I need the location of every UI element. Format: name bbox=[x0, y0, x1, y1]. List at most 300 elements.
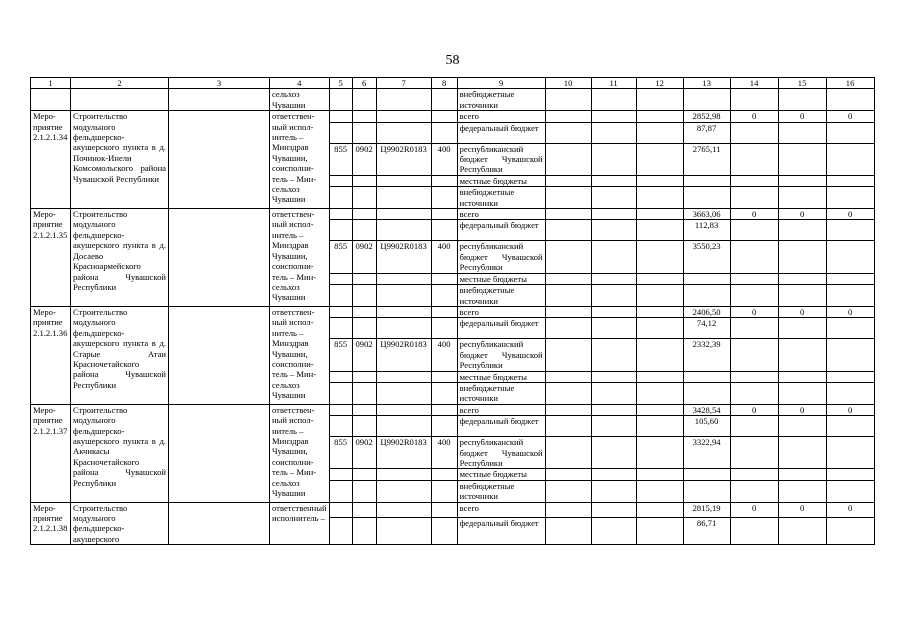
measure-title-cell: Строительство модульного фельдшерско-акушерского пункта в д. Починок-Инели Комсомольского района Чувашской Республики bbox=[71, 111, 169, 209]
empty-cell bbox=[329, 111, 352, 122]
empty-cell bbox=[376, 416, 431, 437]
empty-cell bbox=[431, 122, 457, 143]
funding-source-cell: всего bbox=[457, 306, 545, 317]
amount-cell bbox=[730, 469, 778, 480]
amount-cell bbox=[683, 382, 730, 404]
empty-cell bbox=[329, 175, 352, 186]
amount-cell bbox=[730, 220, 778, 241]
empty-cell bbox=[545, 517, 591, 545]
funding-source-cell: федеральный бюджет bbox=[457, 122, 545, 143]
empty-cell bbox=[636, 318, 683, 339]
empty-cell bbox=[545, 318, 591, 339]
empty-cell bbox=[636, 480, 683, 502]
empty-cell bbox=[71, 89, 169, 111]
empty-cell bbox=[636, 285, 683, 307]
empty-cell bbox=[826, 89, 874, 111]
empty-cell bbox=[352, 318, 376, 339]
amount-cell bbox=[826, 241, 874, 273]
funding-source-cell: всего bbox=[457, 502, 545, 517]
column-number-header: 1 bbox=[31, 78, 71, 89]
empty-cell bbox=[545, 143, 591, 175]
empty-cell bbox=[376, 273, 431, 284]
empty-cell bbox=[636, 220, 683, 241]
empty-cell bbox=[545, 469, 591, 480]
empty-cell bbox=[545, 122, 591, 143]
amount-cell: 86,71 bbox=[683, 517, 730, 545]
empty-cell bbox=[431, 89, 457, 111]
amount-cell bbox=[778, 241, 826, 273]
amount-cell bbox=[730, 517, 778, 545]
empty-cell bbox=[376, 175, 431, 186]
funding-source-cell: всего bbox=[457, 111, 545, 122]
column-number-header: 15 bbox=[778, 78, 826, 89]
target-code-cell: Ц9902R0183 bbox=[376, 241, 431, 273]
column-number-header: 11 bbox=[591, 78, 636, 89]
empty-cell bbox=[591, 111, 636, 122]
section-code-cell: 0902 bbox=[352, 437, 376, 469]
empty-cell bbox=[352, 382, 376, 404]
empty-cell bbox=[636, 404, 683, 415]
amount-cell bbox=[683, 187, 730, 209]
empty-cell bbox=[376, 469, 431, 480]
amount-cell bbox=[730, 143, 778, 175]
empty-cell bbox=[376, 285, 431, 307]
measure-number-cell: Меро- приятие 2.1.2.1.34 bbox=[31, 111, 71, 209]
empty-cell bbox=[591, 175, 636, 186]
empty-cell bbox=[545, 382, 591, 404]
empty-cell bbox=[169, 89, 270, 111]
column-number-header: 2 bbox=[71, 78, 169, 89]
funding-source-cell: местные бюджеты bbox=[457, 371, 545, 382]
funding-source-cell: республиканский бюджет Чувашской Республики bbox=[457, 241, 545, 273]
column-number-header: 5 bbox=[329, 78, 352, 89]
executor-cell: сельхоз Чувашии bbox=[270, 89, 330, 111]
table-row bbox=[31, 209, 875, 220]
measure-number-cell: Меро- приятие 2.1.2.1.37 bbox=[31, 404, 71, 502]
amount-cell bbox=[826, 318, 874, 339]
empty-cell bbox=[431, 111, 457, 122]
funding-source-cell: местные бюджеты bbox=[457, 175, 545, 186]
amount-cell bbox=[683, 273, 730, 284]
amount-cell bbox=[730, 122, 778, 143]
header-row bbox=[31, 78, 875, 89]
empty-cell bbox=[591, 502, 636, 517]
column-number-header: 4 bbox=[270, 78, 330, 89]
empty-cell bbox=[352, 404, 376, 415]
empty-cell bbox=[376, 404, 431, 415]
amount-cell bbox=[826, 437, 874, 469]
empty-cell bbox=[636, 89, 683, 111]
table-row bbox=[31, 306, 875, 317]
section-code-cell: 0902 bbox=[352, 339, 376, 371]
empty-cell bbox=[376, 209, 431, 220]
target-code-cell: Ц9902R0183 bbox=[376, 143, 431, 175]
amount-cell: 0 bbox=[778, 209, 826, 220]
empty-cell bbox=[376, 480, 431, 502]
empty-cell bbox=[545, 273, 591, 284]
executor-cell: ответствен- ный испол- нитель – Минздрав Чувашии, соисполни- тель – Мин- сельхоз Чувашии bbox=[270, 111, 330, 209]
amount-cell: 0 bbox=[826, 209, 874, 220]
grbs-code-cell: 855 bbox=[329, 241, 352, 273]
empty-cell bbox=[431, 285, 457, 307]
amount-cell: 2765,11 bbox=[683, 143, 730, 175]
empty-cell bbox=[591, 339, 636, 371]
measure-title-cell: Строительство модульного фельдшерско-акушерского bbox=[71, 502, 169, 545]
column-number-header: 8 bbox=[431, 78, 457, 89]
empty-cell bbox=[591, 143, 636, 175]
amount-cell: 3550,23 bbox=[683, 241, 730, 273]
empty-cell bbox=[329, 285, 352, 307]
column-number-header: 14 bbox=[730, 78, 778, 89]
empty-cell bbox=[352, 220, 376, 241]
amount-cell bbox=[826, 339, 874, 371]
empty-cell bbox=[352, 416, 376, 437]
empty-cell bbox=[376, 502, 431, 517]
funding-source-cell: местные бюджеты bbox=[457, 273, 545, 284]
empty-cell bbox=[591, 517, 636, 545]
measure-title-cell: Строительство модульного фельдшерско-акушерского пункта в д. Досаево Красноармейского района Чувашской Республики bbox=[71, 209, 169, 307]
empty-cell bbox=[352, 175, 376, 186]
expense-type-cell: 400 bbox=[431, 241, 457, 273]
amount-cell bbox=[778, 517, 826, 545]
funding-source-cell: всего bbox=[457, 404, 545, 415]
empty-cell bbox=[169, 111, 270, 209]
empty-cell bbox=[636, 469, 683, 480]
empty-cell bbox=[352, 273, 376, 284]
empty-cell bbox=[169, 209, 270, 307]
empty-cell bbox=[376, 306, 431, 317]
column-number-header: 7 bbox=[376, 78, 431, 89]
amount-cell bbox=[683, 480, 730, 502]
measure-number-cell: Меро- приятие 2.1.2.1.35 bbox=[31, 209, 71, 307]
empty-cell bbox=[591, 241, 636, 273]
expense-type-cell: 400 bbox=[431, 437, 457, 469]
empty-cell bbox=[329, 89, 352, 111]
empty-cell bbox=[591, 416, 636, 437]
funding-source-cell: федеральный бюджет bbox=[457, 416, 545, 437]
amount-cell bbox=[778, 187, 826, 209]
amount-cell bbox=[778, 339, 826, 371]
empty-cell bbox=[636, 416, 683, 437]
empty-cell bbox=[376, 371, 431, 382]
empty-cell bbox=[636, 437, 683, 469]
empty-cell bbox=[778, 89, 826, 111]
amount-cell bbox=[778, 122, 826, 143]
amount-cell bbox=[826, 220, 874, 241]
expense-type-cell: 400 bbox=[431, 339, 457, 371]
empty-cell bbox=[329, 517, 352, 545]
amount-cell: 3428,54 bbox=[683, 404, 730, 415]
empty-cell bbox=[376, 122, 431, 143]
empty-cell bbox=[431, 502, 457, 517]
empty-cell bbox=[431, 480, 457, 502]
funding-source-cell: внебюджетные источники bbox=[457, 89, 545, 111]
empty-cell bbox=[376, 517, 431, 545]
empty-cell bbox=[431, 175, 457, 186]
executor-cell: ответственный исполнитель – bbox=[270, 502, 330, 545]
empty-cell bbox=[329, 371, 352, 382]
amount-cell bbox=[826, 143, 874, 175]
amount-cell bbox=[730, 175, 778, 186]
amount-cell bbox=[826, 175, 874, 186]
amount-cell bbox=[778, 318, 826, 339]
empty-cell bbox=[352, 111, 376, 122]
amount-cell bbox=[826, 517, 874, 545]
empty-cell bbox=[730, 89, 778, 111]
empty-cell bbox=[431, 371, 457, 382]
amount-cell bbox=[730, 285, 778, 307]
target-code-cell: Ц9902R0183 bbox=[376, 339, 431, 371]
amount-cell bbox=[730, 416, 778, 437]
empty-cell bbox=[591, 89, 636, 111]
grbs-code-cell: 855 bbox=[329, 339, 352, 371]
amount-cell bbox=[730, 382, 778, 404]
measure-title-cell: Строительство модульного фельдшерско-акушерского пункта в д. Старые Атаи Красночетайского района Чувашской Республики bbox=[71, 306, 169, 404]
amount-cell bbox=[826, 122, 874, 143]
amount-cell: 0 bbox=[730, 111, 778, 122]
empty-cell bbox=[329, 122, 352, 143]
empty-cell bbox=[329, 404, 352, 415]
program-table bbox=[30, 77, 875, 545]
grbs-code-cell: 855 bbox=[329, 437, 352, 469]
column-number-header: 9 bbox=[457, 78, 545, 89]
amount-cell bbox=[778, 220, 826, 241]
table-row bbox=[31, 502, 875, 517]
amount-cell bbox=[826, 480, 874, 502]
empty-cell bbox=[545, 220, 591, 241]
amount-cell: 3663,06 bbox=[683, 209, 730, 220]
empty-cell bbox=[431, 416, 457, 437]
amount-cell: 0 bbox=[730, 209, 778, 220]
empty-cell bbox=[169, 502, 270, 545]
empty-cell bbox=[376, 220, 431, 241]
empty-cell bbox=[636, 339, 683, 371]
amount-cell bbox=[826, 371, 874, 382]
amount-cell: 2406,50 bbox=[683, 306, 730, 317]
column-number-header: 12 bbox=[636, 78, 683, 89]
amount-cell: 87,87 bbox=[683, 122, 730, 143]
amount-cell: 2815,19 bbox=[683, 502, 730, 517]
empty-cell bbox=[376, 89, 431, 111]
amount-cell bbox=[778, 382, 826, 404]
amount-cell: 112,83 bbox=[683, 220, 730, 241]
amount-cell bbox=[683, 469, 730, 480]
amount-cell bbox=[778, 143, 826, 175]
empty-cell bbox=[376, 318, 431, 339]
empty-cell bbox=[329, 220, 352, 241]
executor-cell: ответствен- ный испол- нитель – Минздрав Чувашии, соисполни- тель – Мин- сельхоз Чувашии bbox=[270, 306, 330, 404]
executor-cell: ответствен- ный испол- нитель – Минздрав Чувашии, соисполни- тель – Мин- сельхоз Чувашии bbox=[270, 404, 330, 502]
amount-cell bbox=[826, 469, 874, 480]
empty-cell bbox=[545, 285, 591, 307]
target-code-cell: Ц9902R0183 bbox=[376, 437, 431, 469]
empty-cell bbox=[352, 122, 376, 143]
amount-cell bbox=[778, 371, 826, 382]
amount-cell bbox=[778, 273, 826, 284]
amount-cell: 2852,98 bbox=[683, 111, 730, 122]
empty-cell bbox=[545, 404, 591, 415]
amount-cell bbox=[778, 416, 826, 437]
empty-cell bbox=[329, 318, 352, 339]
empty-cell bbox=[636, 517, 683, 545]
empty-cell bbox=[591, 371, 636, 382]
empty-cell bbox=[591, 306, 636, 317]
empty-cell bbox=[591, 382, 636, 404]
amount-cell bbox=[778, 480, 826, 502]
amount-cell: 0 bbox=[730, 306, 778, 317]
empty-cell bbox=[545, 241, 591, 273]
measure-number-cell: Меро- приятие 2.1.2.1.36 bbox=[31, 306, 71, 404]
funding-source-cell: федеральный бюджет bbox=[457, 517, 545, 545]
empty-cell bbox=[431, 209, 457, 220]
empty-cell bbox=[431, 382, 457, 404]
amount-cell bbox=[730, 187, 778, 209]
empty-cell bbox=[431, 273, 457, 284]
amount-cell bbox=[778, 285, 826, 307]
empty-cell bbox=[352, 502, 376, 517]
empty-cell bbox=[591, 480, 636, 502]
empty-cell bbox=[352, 285, 376, 307]
amount-cell bbox=[730, 241, 778, 273]
funding-source-cell: местные бюджеты bbox=[457, 469, 545, 480]
column-number-header: 13 bbox=[683, 78, 730, 89]
amount-cell bbox=[730, 437, 778, 469]
amount-cell bbox=[826, 187, 874, 209]
amount-cell bbox=[778, 469, 826, 480]
empty-cell bbox=[431, 318, 457, 339]
amount-cell: 0 bbox=[826, 502, 874, 517]
amount-cell bbox=[730, 318, 778, 339]
amount-cell bbox=[683, 371, 730, 382]
empty-cell bbox=[591, 273, 636, 284]
table-row bbox=[31, 89, 875, 111]
funding-source-cell: республиканский бюджет Чувашской Республики bbox=[457, 437, 545, 469]
empty-cell bbox=[545, 339, 591, 371]
column-number-header: 16 bbox=[826, 78, 874, 89]
empty-cell bbox=[352, 306, 376, 317]
empty-cell bbox=[329, 480, 352, 502]
grbs-code-cell: 855 bbox=[329, 143, 352, 175]
empty-cell bbox=[352, 469, 376, 480]
page-number: 58 bbox=[445, 53, 460, 68]
empty-cell bbox=[329, 187, 352, 209]
amount-cell: 0 bbox=[730, 502, 778, 517]
empty-cell bbox=[169, 404, 270, 502]
empty-cell bbox=[591, 437, 636, 469]
empty-cell bbox=[636, 122, 683, 143]
section-code-cell: 0902 bbox=[352, 241, 376, 273]
funding-source-cell: внебюджетные источники bbox=[457, 382, 545, 404]
amount-cell: 0 bbox=[778, 502, 826, 517]
empty-cell bbox=[636, 306, 683, 317]
column-number-header: 6 bbox=[352, 78, 376, 89]
amount-cell bbox=[730, 273, 778, 284]
column-number-header: 3 bbox=[169, 78, 270, 89]
amount-cell: 0 bbox=[778, 404, 826, 415]
empty-cell bbox=[431, 517, 457, 545]
empty-cell bbox=[352, 187, 376, 209]
funding-source-cell: республиканский бюджет Чувашской Республики bbox=[457, 143, 545, 175]
empty-cell bbox=[591, 122, 636, 143]
empty-cell bbox=[636, 241, 683, 273]
empty-cell bbox=[329, 416, 352, 437]
funding-source-cell: внебюджетные источники bbox=[457, 285, 545, 307]
empty-cell bbox=[431, 306, 457, 317]
amount-cell: 0 bbox=[826, 111, 874, 122]
section-code-cell: 0902 bbox=[352, 143, 376, 175]
empty-cell bbox=[636, 371, 683, 382]
funding-source-cell: республиканский бюджет Чувашской Республики bbox=[457, 339, 545, 371]
empty-cell bbox=[545, 175, 591, 186]
empty-cell bbox=[636, 382, 683, 404]
empty-cell bbox=[683, 89, 730, 111]
amount-cell bbox=[826, 273, 874, 284]
empty-cell bbox=[545, 187, 591, 209]
funding-source-cell: федеральный бюджет bbox=[457, 318, 545, 339]
empty-cell bbox=[545, 502, 591, 517]
amount-cell bbox=[826, 416, 874, 437]
empty-cell bbox=[545, 306, 591, 317]
empty-cell bbox=[545, 480, 591, 502]
empty-cell bbox=[636, 143, 683, 175]
empty-cell bbox=[591, 404, 636, 415]
amount-cell: 2332,39 bbox=[683, 339, 730, 371]
empty-cell bbox=[329, 502, 352, 517]
empty-cell bbox=[591, 209, 636, 220]
empty-cell bbox=[591, 285, 636, 307]
empty-cell bbox=[431, 404, 457, 415]
column-number-header: 10 bbox=[545, 78, 591, 89]
empty-cell bbox=[352, 209, 376, 220]
empty-cell bbox=[545, 371, 591, 382]
amount-cell: 0 bbox=[730, 404, 778, 415]
funding-source-cell: федеральный бюджет bbox=[457, 220, 545, 241]
empty-cell bbox=[431, 187, 457, 209]
empty-cell bbox=[376, 187, 431, 209]
empty-cell bbox=[545, 89, 591, 111]
amount-cell bbox=[730, 480, 778, 502]
empty-cell bbox=[329, 273, 352, 284]
empty-cell bbox=[31, 89, 71, 111]
amount-cell bbox=[683, 175, 730, 186]
empty-cell bbox=[376, 111, 431, 122]
amount-cell: 0 bbox=[778, 111, 826, 122]
funding-source-cell: внебюджетные источники bbox=[457, 187, 545, 209]
empty-cell bbox=[591, 187, 636, 209]
empty-cell bbox=[329, 382, 352, 404]
empty-cell bbox=[591, 220, 636, 241]
amount-cell bbox=[730, 371, 778, 382]
empty-cell bbox=[329, 469, 352, 480]
empty-cell bbox=[591, 318, 636, 339]
amount-cell bbox=[683, 285, 730, 307]
amount-cell bbox=[730, 339, 778, 371]
table-row bbox=[31, 111, 875, 122]
amount-cell bbox=[778, 175, 826, 186]
amount-cell bbox=[778, 437, 826, 469]
empty-cell bbox=[169, 306, 270, 404]
empty-cell bbox=[636, 209, 683, 220]
expense-type-cell: 400 bbox=[431, 143, 457, 175]
empty-cell bbox=[329, 209, 352, 220]
amount-cell: 0 bbox=[778, 306, 826, 317]
empty-cell bbox=[636, 187, 683, 209]
amount-cell: 3322,94 bbox=[683, 437, 730, 469]
funding-source-cell: всего bbox=[457, 209, 545, 220]
table-row bbox=[31, 404, 875, 415]
empty-cell bbox=[636, 111, 683, 122]
empty-cell bbox=[636, 502, 683, 517]
